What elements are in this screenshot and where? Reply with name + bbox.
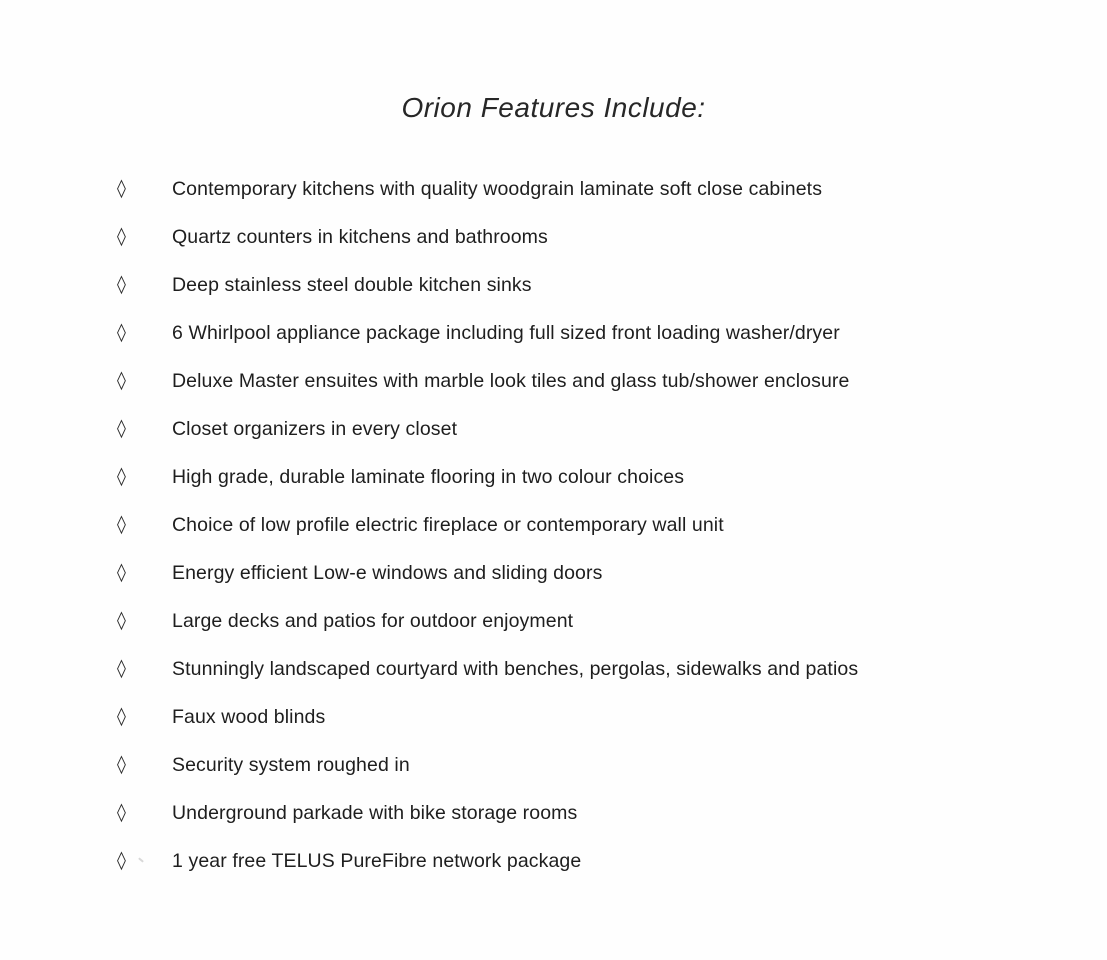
list-item-text: Underground parkade with bike storage rooms: [172, 802, 578, 824]
diamond-bullet-icon: ◊: [117, 226, 126, 247]
diamond-bullet-icon: ◊: [117, 754, 126, 775]
list-item: [0, 213, 1107, 261]
scan-artifact: [138, 857, 144, 862]
list-item-text: 1 year free TELUS PureFibre network package: [172, 850, 582, 872]
list-item: [0, 309, 1107, 357]
diamond-bullet-icon: ◊: [117, 706, 126, 727]
diamond-bullet-icon: ◊: [117, 658, 126, 679]
diamond-bullet-icon: ◊: [117, 802, 126, 823]
list-item-text: Large decks and patios for outdoor enjoyment: [172, 610, 574, 632]
list-item-text: Choice of low profile electric fireplace or contemporary wall unit: [172, 514, 724, 536]
page-title: Orion Features Include:: [401, 92, 706, 123]
diamond-bullet-icon: ◊: [117, 418, 126, 439]
list-item-text: 6 Whirlpool appliance package including full sized front loading washer/dryer: [172, 322, 840, 344]
list-item-text: Contemporary kitchens with quality woodgrain laminate soft close cabinets: [172, 178, 823, 200]
list-item: [0, 597, 1107, 645]
diamond-bullet-icon: ◊: [117, 274, 126, 295]
list-item: [0, 453, 1107, 501]
diamond-bullet-icon: ◊: [117, 466, 126, 487]
diamond-bullet-icon: ◊: [117, 610, 126, 631]
list-item: [0, 165, 1107, 213]
list-item: [0, 357, 1107, 405]
list-item: [0, 405, 1107, 453]
list-item: [0, 549, 1107, 597]
list-item-text: Quartz counters in kitchens and bathrooms: [172, 226, 548, 248]
list-item-text: Deluxe Master ensuites with marble look tiles and glass tub/shower enclosure: [172, 370, 850, 392]
list-item: [0, 837, 1107, 885]
list-item-text: High grade, durable laminate flooring in two colour choices: [172, 466, 685, 488]
list-item-text: Deep stainless steel double kitchen sinks: [172, 274, 532, 296]
feature-list: [0, 165, 1107, 885]
diamond-bullet-icon: ◊: [117, 514, 126, 535]
diamond-bullet-icon: ◊: [117, 322, 126, 343]
list-item: [0, 693, 1107, 741]
list-item: [0, 501, 1107, 549]
list-item-text: Faux wood blinds: [172, 706, 326, 728]
list-item-text: Stunningly landscaped courtyard with benches, pergolas, sidewalks and patios: [172, 658, 859, 680]
diamond-bullet-icon: ◊: [117, 370, 126, 391]
list-item: [0, 261, 1107, 309]
list-item-text: Energy efficient Low-e windows and sliding doors: [172, 562, 603, 584]
list-item-text: Closet organizers in every closet: [172, 418, 458, 440]
diamond-bullet-icon: ◊: [117, 562, 126, 583]
diamond-bullet-icon: ◊: [117, 850, 126, 871]
list-item-text: Security system roughed in: [172, 754, 410, 776]
list-item: [0, 789, 1107, 837]
list-item: [0, 645, 1107, 693]
diamond-bullet-icon: ◊: [117, 178, 126, 199]
list-item: [0, 741, 1107, 789]
